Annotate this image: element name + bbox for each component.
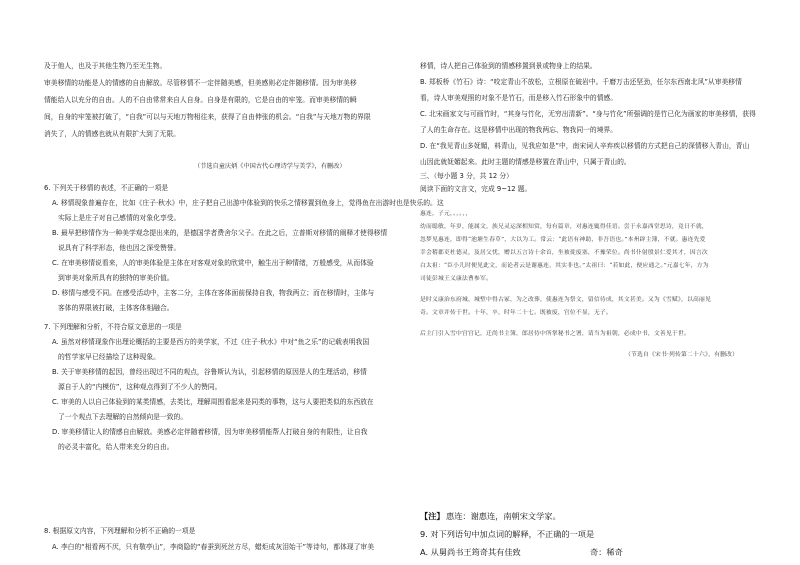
passage-line: 消失了，人的情感也就从有限扩大到了无限。: [44, 130, 180, 138]
q8-continued-line: 看，诗人审美观照的对象不是竹石，而是移入竹石形象中的情感。: [420, 94, 618, 102]
q7-option-line: C. 审美的人以自己体验到的某类情感，去类比，理解周围看起来是同类的事物，这与人要把类似的东西放在: [52, 398, 374, 406]
q6-option-line: D. 移情与感受不同。在感受活动中，主客二分，主体在客体面前保持自我，物我两立；而在移情时，主体与: [52, 289, 375, 297]
q6-stem: 6. 下列关于移情的表述，不正确的一项是: [44, 184, 169, 192]
q7-option-line: 源自于人的“内模仿”，这种观点得到了不少人的赞同。: [58, 383, 222, 391]
q8-stem: 8. 根据原文内容，下列理解和分析不正确的一项是: [44, 527, 196, 535]
q6-option-line: 到审美对象所具有的独特的审美价值。: [58, 274, 174, 282]
q8-continued-line: 了人的生命存在。这是移情中出现的物我两忘、物我同一的境界。: [420, 126, 618, 134]
q7-option-line: 的哲学家早已经描绘了这种现象。: [58, 353, 160, 361]
passage-line: 及于他人，也及于其他生物乃至无生物。: [44, 62, 167, 70]
q8-continued-line: B. 郑板桥《竹石》诗：“咬定青山不放松，立根原在破岩中。千磨万击还坚劲，任尔东西南北风”从审美移情: [420, 78, 742, 86]
q8-option-a: A. 李白的“相看两不厌，只有敬亭山”，李商隐的“春蚕到死丝方尽，蜡炬成灰泪始干”等诗句，都体现了审美: [52, 543, 374, 551]
classical-text-line: 幼而聪敏，年岁，能属文，族兄灵运深相知赏，每有篇章，对惠连辄得佳语。尝于永嘉西堂思诗，竟日不就，: [420, 224, 708, 230]
q6-option-line: C. 在审美移情说看来，人的审美体验是主体在对客观对象的欣赏中，触生出于种情绪，万般感受，从而体验: [52, 259, 374, 267]
q8-continued-line: D. 在“我见青山多妩媚，料青山，见我应如是”中，南宋词人辛弃疾以移情的方式把自己的深情移入青山，青山: [420, 142, 750, 150]
section-title: 三、（每小题 3 分，共 12 分）: [420, 172, 513, 180]
q8-continued-line: 移情，诗人把自己体验到的情感移置到景或物身上的结果。: [420, 62, 597, 70]
passage-line: 审美移情的功能是人的情感的自由解放。尽管移情不一定伴随美感，但美感则必定伴随移情。因为审美移: [44, 79, 357, 87]
q9-option-a-gloss: 奇：稀奇: [590, 547, 623, 557]
q6-option-line: B. 最早把移情作为一种美学观念提出来的，是德国学者费舍尔父子。在此之后，立普斯对移情的阐释才使得移情: [52, 229, 388, 237]
note-label: 【注】: [420, 511, 445, 521]
classical-text-line: 司徒彭城王义康法曹参军。: [420, 276, 492, 282]
classical-text-line: 惠连，子元，。，。，，: [420, 211, 472, 217]
q6-option-line: A. 移情现象普遍存在，比如《庄子·秋水》中，庄子把自己出游中体验到的快乐之情移置到鱼身上，觉得鱼在出游时也是快乐的。这: [52, 199, 444, 207]
q7-option-line: B. 关于审美移情的起因，曾经出现过不同的观点，谷鲁斯认为认，引起移情的原因是人的生理活动，移情: [52, 368, 367, 376]
q7-option-line: D. 审美移情让人的情感自由解放。美感必定伴随着移情，因为审美移情能帮人打破自身的有限性，让自我: [52, 428, 368, 436]
q6-option-line: 说具有了科学形态，他也因之深受赞誉。: [58, 244, 181, 252]
note-text: 惠连：谢惠连，南朝宋文学家。: [446, 511, 561, 521]
q7-stem: 7. 下列理解和分析，不符合原文意思的一项是: [44, 323, 182, 331]
q9-option-a: A. 从舅尚书王筠奇其有佳致: [420, 547, 521, 557]
q8-continued-line: 山因此就妩媚起来。此时主题的情感是移置在青山中，只属于青山的。: [420, 158, 631, 166]
classical-text-line: 是时义康治东府城，城堑中得古冢，为之改葬，使惠连为祭文，留信待成，其文甚美。又为《雪赋》，以高丽见: [420, 297, 711, 303]
q6-option-line: 客体的界限被打破，主体客体相融合。: [58, 304, 174, 312]
source-note: （节选自童庆炳《中国古代心理诗学与美学》，有删改）: [194, 163, 346, 170]
section-instruction: 阅读下面的文言文，完成 9~12 题。: [420, 185, 532, 193]
passage-line: 间，自身的牢笼被打破了，“自我”可以与天地万物相往来，获得了自由伸张的机会。“自我”与天地万物的界限: [44, 113, 371, 121]
classical-text-line: 白太祖：“臣小儿时便见此文，而论者云是谢惠连，其实非也。”太祖曰：“若如此，便应通之。”元嘉七年，方为: [420, 263, 709, 269]
passage-line: 情能给人以充分的自由。人的不自由常常来自人自身。自身是有限的，它是自由的牢笼。而审美移情的瞬: [44, 96, 357, 104]
q7-option-line: A. 虽然对移情现象作出理论概括的主要是西方的美学家，不过《庄子·秋水》中对“鱼之乐”的记载表明我国: [52, 338, 370, 346]
classical-text-line: 忽梦见惠连，即得“池塘生春草”，大以为工。常云：“此语有神助，非吾语也。”本州辟主簿，不就。惠连先爱: [420, 237, 706, 243]
classical-text-line: 奇。文章并传于世。十年，卒，时年二十七。既被废，官位不显，无子。: [420, 310, 612, 316]
q7-option-line: 的必灵丰富化，给人带来充分的自由。: [58, 443, 174, 451]
classical-text-line: 幸会稽郡吏杜德灵，及居父忧，赠以五言诗十余首，坐被徙废塞，不豫荣位。尚书仆射殷景仁爱其才，因言次: [420, 250, 708, 256]
q8-continued-line: C. 北宋画家文与可画竹时，“其身与竹化，无穷出清新”。“身与竹化”所强调的是竹已化为画家的审美移情，获得: [420, 110, 756, 118]
q7-option-line: 了一个观点下去理解的自然倾向是一致的。: [58, 413, 188, 421]
classical-text-line: 后主门引入雪中宫宫记，迁尚书主簿，郎居侍中所掌秘书之署，请当为祖朝，必成中书，文善见于世。: [420, 331, 690, 337]
classical-source: （节选自《宋书·列传第二十六》，有删改）: [625, 352, 739, 358]
q9-stem: 9. 对下列语句中加点词的解释，不正确的一项是: [420, 529, 595, 539]
q6-option-line: 实际上是庄子对自己感情的对象化享受。: [58, 214, 181, 222]
